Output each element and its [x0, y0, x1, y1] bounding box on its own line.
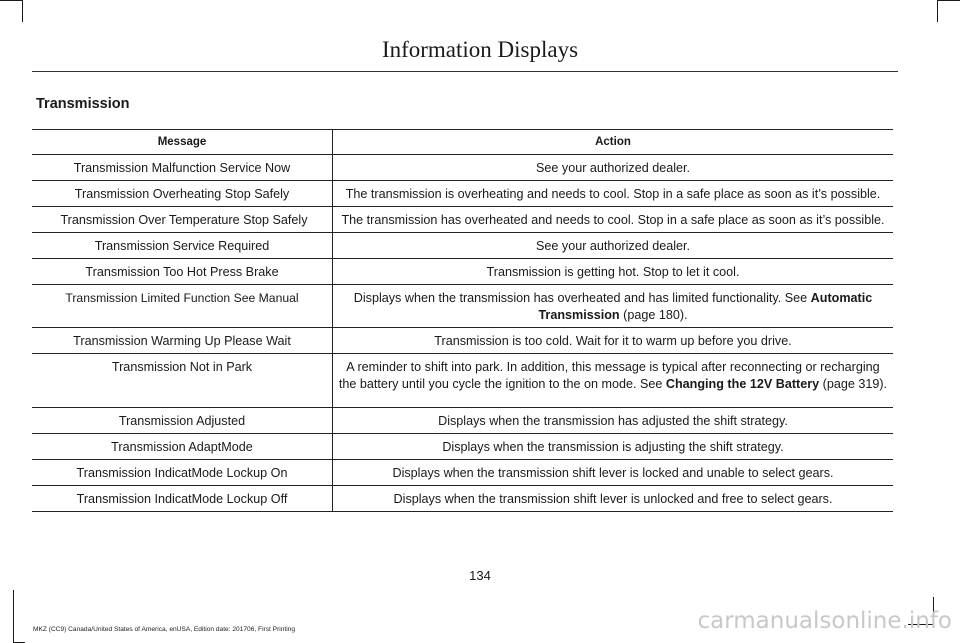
page-title: Information Displays	[381, 37, 579, 62]
cross-reference-link[interactable]: Automatic Transmission	[538, 291, 873, 322]
page-reference: (page 180).	[619, 308, 688, 322]
action-cell	[333, 285, 894, 328]
crop-mark	[0, 0, 22, 1]
message-table	[32, 129, 893, 512]
table-row	[32, 354, 893, 408]
message-cell: Transmission Malfunction Service Now	[32, 155, 333, 181]
message-cell: Transmission Not in Park	[32, 354, 333, 408]
message-cell: Transmission AdaptMode	[32, 434, 333, 460]
message-cell: Transmission Over Temperature Stop Safely	[32, 207, 333, 233]
action-cell: The transmission is overheating and needs to cool. Stop in a safe place as soon as it’s possible.	[333, 181, 894, 207]
table-row	[32, 233, 893, 259]
action-cell: See your authorized dealer.	[333, 155, 894, 181]
message-cell: Transmission Warming Up Please Wait	[32, 328, 333, 354]
message-cell: Transmission IndicatMode Lockup Off	[32, 486, 333, 512]
action-cell: Transmission is getting hot. Stop to let it cool.	[333, 259, 894, 285]
action-cell: Transmission is too cold. Wait for it to warm up before you drive.	[333, 328, 894, 354]
action-cell: Displays when the transmission is adjusting the shift strategy.	[333, 434, 894, 460]
column-header-message: Message	[32, 130, 333, 155]
action-cell: See your authorized dealer.	[333, 233, 894, 259]
table-row	[32, 181, 893, 207]
message-cell: Transmission Adjusted	[32, 408, 333, 434]
table-row	[32, 434, 893, 460]
crop-mark	[13, 590, 14, 643]
action-text: Displays when the transmission has overheated and has limited functionality. See	[353, 291, 808, 305]
action-cell: The transmission has overheated and needs to cool. Stop in a safe place as soon as it’s possible.	[333, 207, 894, 233]
cross-reference-link[interactable]: Changing the 12V Battery	[665, 377, 820, 391]
page-reference: (page 319).	[819, 377, 888, 391]
crop-mark	[22, 0, 23, 22]
table-row	[32, 486, 893, 512]
crop-mark	[938, 0, 960, 1]
column-header-action: Action	[333, 130, 894, 155]
table-row	[32, 460, 893, 486]
action-text: A reminder to shift into park. In addition, this message is typical after reconnecting or recharging the battery until you cycle the ignition to the on mode. See	[338, 360, 880, 391]
action-cell: Displays when the transmission shift lever is unlocked and free to select gears.	[333, 486, 894, 512]
section-title: Transmission	[36, 96, 130, 112]
header-divider	[32, 71, 898, 72]
edition-footer: MKZ (CC9) Canada/United States of America, enUSA, Edition date: 201706, First Printing	[33, 626, 296, 633]
crop-mark	[937, 0, 938, 22]
message-cell: Transmission Too Hot Press Brake	[32, 259, 333, 285]
table-row	[32, 328, 893, 354]
watermark: carmanualsonline.info	[697, 608, 952, 634]
message-cell: Transmission Limited Function See Manual	[32, 285, 333, 328]
message-cell: Transmission IndicatMode Lockup On	[32, 460, 333, 486]
page-number: 134	[469, 568, 491, 583]
table-row	[32, 408, 893, 434]
table-row	[32, 155, 893, 181]
table-row	[32, 259, 893, 285]
table-row	[32, 207, 893, 233]
action-cell: Displays when the transmission shift lever is locked and unable to select gears.	[333, 460, 894, 486]
message-cell: Transmission Overheating Stop Safely	[32, 181, 333, 207]
action-cell	[333, 354, 894, 408]
action-cell: Displays when the transmission has adjusted the shift strategy.	[333, 408, 894, 434]
table-header-row	[32, 130, 893, 155]
message-cell: Transmission Service Required	[32, 233, 333, 259]
table-row	[32, 285, 893, 328]
